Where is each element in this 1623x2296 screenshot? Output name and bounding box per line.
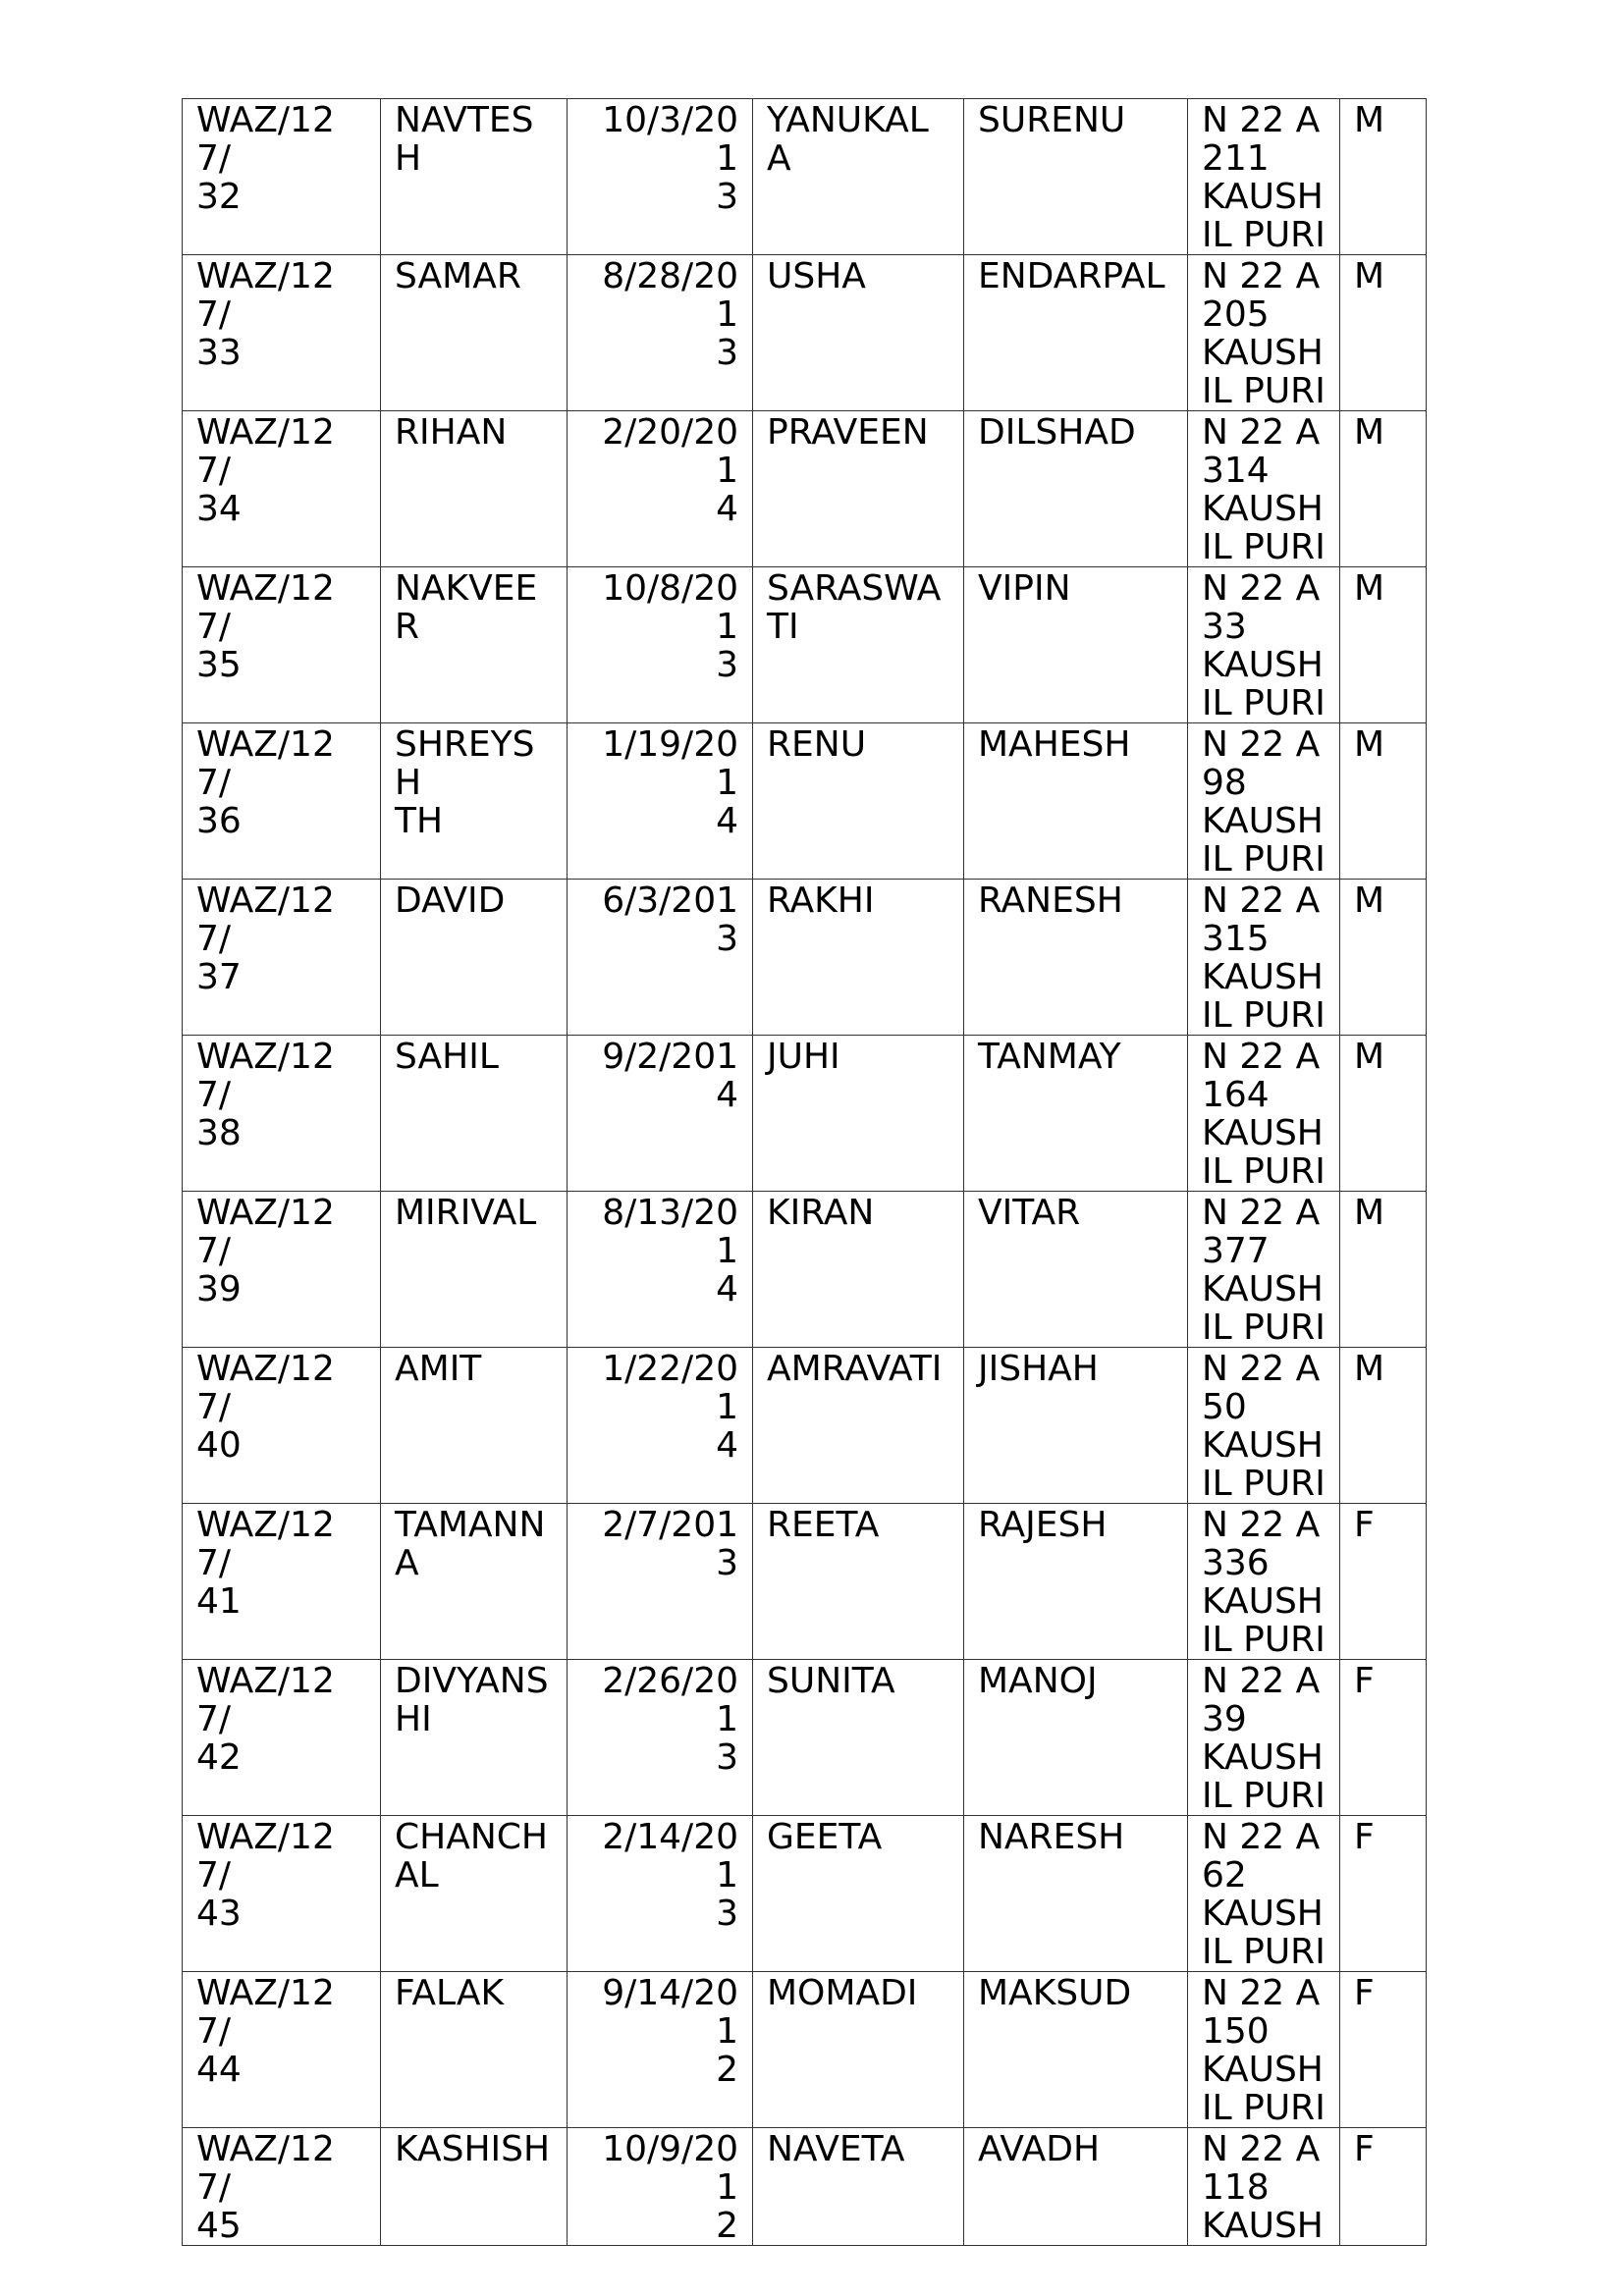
mother-name-cell <box>753 880 964 1036</box>
table-body <box>183 99 1427 2246</box>
date-of-birth-text-line: 4 <box>716 1269 738 1309</box>
table-row <box>183 1660 1427 1816</box>
address-text-line: N 22 A <box>1202 724 1321 765</box>
date-of-birth-cell <box>568 255 753 411</box>
address-text-line: 98 <box>1202 763 1247 803</box>
student-name-cell <box>381 411 568 567</box>
table-row <box>183 1348 1427 1504</box>
gender-cell <box>1340 1504 1427 1660</box>
address-text-line: 118 <box>1202 2167 1270 2208</box>
registration-number-text-line: WAZ/127/ <box>196 1505 335 1583</box>
mother-name-cell <box>753 567 964 723</box>
father-name-cell <box>964 1816 1188 1972</box>
address-text-line: KAUSH <box>1202 1737 1324 1778</box>
gender-cell <box>1340 411 1427 567</box>
mother-name-cell <box>753 723 964 880</box>
date-of-birth-text-line: 9/2/2014 <box>602 1037 738 1115</box>
father-name-text-line: RAJESH <box>978 1505 1108 1545</box>
student-name-text-line: FALAK <box>395 1973 505 2013</box>
address-cell <box>1188 1660 1340 1816</box>
registration-number-text-line: WAZ/127/ <box>196 256 335 335</box>
father-name-text-line: MANOJ <box>978 1661 1098 1701</box>
date-of-birth-cell <box>568 1192 753 1348</box>
mother-name-cell <box>753 1972 964 2128</box>
registration-number-cell <box>183 723 381 880</box>
address-text-line: N 22 A <box>1202 412 1321 453</box>
address-text-line: KAUSH <box>1202 1269 1324 1309</box>
student-name-text-line: A <box>395 1543 419 1583</box>
address-cell <box>1188 1504 1340 1660</box>
registration-number-text-line: 39 <box>196 1269 242 1309</box>
student-name-cell <box>381 1816 568 1972</box>
address-cell <box>1188 411 1340 567</box>
address-text-line: KAUSH <box>1202 2206 1324 2246</box>
address-text-line: IL PURI <box>1202 1151 1325 1192</box>
address-cell <box>1188 1192 1340 1348</box>
student-name-cell <box>381 1348 568 1504</box>
gender-cell <box>1340 1660 1427 1816</box>
registration-number-cell <box>183 1972 381 2128</box>
gender-text: F <box>1354 1817 1375 1857</box>
student-name-text-line: SHREYSH <box>395 724 535 803</box>
table-row <box>183 1504 1427 1660</box>
registration-number-cell <box>183 1816 381 1972</box>
student-name-text-line: NAKVEER <box>395 568 538 647</box>
student-name-cell <box>381 880 568 1036</box>
father-name-text-line: DILSHAD <box>978 412 1136 453</box>
address-text-line: IL PURI <box>1202 2088 1325 2128</box>
mother-name-cell <box>753 1348 964 1504</box>
gender-text: M <box>1354 256 1385 296</box>
father-name-cell <box>964 1348 1188 1504</box>
table-row <box>183 1036 1427 1192</box>
registration-number-text-line: WAZ/127/ <box>196 1193 335 1271</box>
gender-cell <box>1340 1972 1427 2128</box>
father-name-text-line: JISHAH <box>978 1349 1099 1389</box>
student-name-cell <box>381 723 568 880</box>
registration-number-text-line: WAZ/127/ <box>196 881 335 959</box>
table-row <box>183 723 1427 880</box>
registration-number-text-line: WAZ/127/ <box>196 1349 335 1427</box>
registration-number-cell <box>183 411 381 567</box>
registration-number-cell <box>183 1504 381 1660</box>
father-name-cell <box>964 255 1188 411</box>
date-of-birth-text-line: 2 <box>716 2206 738 2246</box>
date-of-birth-text-line: 4 <box>716 801 738 841</box>
date-of-birth-cell <box>568 99 753 255</box>
mother-name-text-line: NAVETA <box>767 2129 905 2169</box>
address-text-line: N 22 A <box>1202 568 1321 609</box>
address-text-line: KAUSH <box>1202 333 1324 373</box>
address-text-line: 205 <box>1202 294 1270 335</box>
student-name-cell <box>381 1660 568 1816</box>
address-text-line: IL PURI <box>1202 995 1325 1036</box>
student-name-cell <box>381 255 568 411</box>
student-name-text-line: NAVTESH <box>395 100 534 179</box>
date-of-birth-cell <box>568 1504 753 1660</box>
address-text-line: IL PURI <box>1202 839 1325 880</box>
address-text-line: 336 <box>1202 1543 1270 1583</box>
registration-number-cell <box>183 1348 381 1504</box>
student-name-text-line: MIRIVAL <box>395 1193 537 1233</box>
mother-name-text-line: RENU <box>767 724 867 765</box>
address-text-line: 315 <box>1202 919 1270 959</box>
address-text-line: KAUSH <box>1202 1113 1324 1153</box>
date-of-birth-cell <box>568 1348 753 1504</box>
address-cell <box>1188 1348 1340 1504</box>
address-cell <box>1188 1816 1340 1972</box>
address-text-line: N 22 A <box>1202 2129 1321 2169</box>
father-name-text-line: VITAR <box>978 1193 1081 1233</box>
mother-name-cell <box>753 255 964 411</box>
address-text-line: IL PURI <box>1202 1776 1325 1816</box>
gender-text: M <box>1354 1037 1385 1077</box>
date-of-birth-text-line: 2 <box>716 2050 738 2090</box>
mother-name-text-line: RAKHI <box>767 881 875 921</box>
date-of-birth-text-line: 8/28/201 <box>602 256 738 335</box>
address-text-line: KAUSH <box>1202 1425 1324 1466</box>
registration-number-text-line: 33 <box>196 333 242 373</box>
address-text-line: N 22 A <box>1202 1817 1321 1857</box>
father-name-cell <box>964 1192 1188 1348</box>
mother-name-text-line: SUNITA <box>767 1661 895 1701</box>
registration-number-text-line: WAZ/127/ <box>196 2129 335 2208</box>
date-of-birth-cell <box>568 411 753 567</box>
gender-text: F <box>1354 1505 1375 1545</box>
date-of-birth-text-line: 3 <box>716 1737 738 1778</box>
father-name-text-line: TANMAY <box>978 1037 1121 1077</box>
mother-name-text-line: JUHI <box>767 1037 840 1077</box>
address-text-line: IL PURI <box>1202 371 1325 411</box>
table-row <box>183 880 1427 1036</box>
address-text-line: IL PURI <box>1202 1464 1325 1504</box>
mother-name-cell <box>753 1192 964 1348</box>
registration-number-text-line: 36 <box>196 801 242 841</box>
father-name-text-line: ENDARPAL <box>978 256 1165 296</box>
father-name-text-line: SURENU <box>978 100 1126 140</box>
registration-number-text-line: WAZ/127/ <box>196 412 335 491</box>
mother-name-cell <box>753 1660 964 1816</box>
address-text-line: N 22 A <box>1202 256 1321 296</box>
registration-number-text-line: WAZ/127/ <box>196 1661 335 1739</box>
date-of-birth-text-line: 10/8/201 <box>602 568 738 647</box>
student-name-text-line: CHANCH <box>395 1817 548 1857</box>
date-of-birth-text-line: 10/3/201 <box>602 100 738 179</box>
gender-text: F <box>1354 1661 1375 1701</box>
father-name-text-line: MAHESH <box>978 724 1131 765</box>
registration-number-text-line: 35 <box>196 645 242 685</box>
registration-number-cell <box>183 2128 381 2246</box>
table-row <box>183 567 1427 723</box>
date-of-birth-text-line: 1/19/201 <box>602 724 738 803</box>
gender-cell <box>1340 1348 1427 1504</box>
student-name-text-line: KASHISH <box>395 2129 551 2169</box>
address-text-line: KAUSH <box>1202 645 1324 685</box>
date-of-birth-text-line: 10/9/201 <box>602 2129 738 2208</box>
table-row <box>183 255 1427 411</box>
father-name-cell <box>964 1972 1188 2128</box>
registration-number-cell <box>183 1036 381 1192</box>
student-name-text-line: RIHAN <box>395 412 508 453</box>
registration-number-text-line: 34 <box>196 489 242 529</box>
registration-number-text-line: WAZ/127/ <box>196 724 335 803</box>
gender-cell <box>1340 723 1427 880</box>
father-name-text-line: AVADH <box>978 2129 1101 2169</box>
address-text-line: KAUSH <box>1202 1894 1324 1934</box>
registration-number-cell <box>183 567 381 723</box>
address-text-line: KAUSH <box>1202 177 1324 217</box>
gender-text: M <box>1354 100 1385 140</box>
address-text-line: KAUSH <box>1202 801 1324 841</box>
mother-name-cell <box>753 411 964 567</box>
date-of-birth-cell <box>568 1660 753 1816</box>
registration-number-text-line: WAZ/127/ <box>196 1817 335 1896</box>
student-name-text-line: AL <box>395 1855 439 1896</box>
table-row <box>183 99 1427 255</box>
registration-number-text-line: WAZ/127/ <box>196 568 335 647</box>
father-name-text-line: RANESH <box>978 881 1123 921</box>
address-text-line: IL PURI <box>1202 1932 1325 1972</box>
gender-text: F <box>1354 2129 1375 2169</box>
father-name-cell <box>964 1504 1188 1660</box>
address-text-line: 62 <box>1202 1855 1247 1896</box>
mother-name-text-line: YANUKALA <box>767 100 929 179</box>
mother-name-cell <box>753 1816 964 1972</box>
registration-number-text-line: 41 <box>196 1581 242 1622</box>
mother-name-cell <box>753 99 964 255</box>
address-cell <box>1188 1972 1340 2128</box>
gender-cell <box>1340 1036 1427 1192</box>
registration-number-text-line: WAZ/127/ <box>196 100 335 179</box>
student-name-text-line: SAHIL <box>395 1037 499 1077</box>
date-of-birth-text-line: 3 <box>716 333 738 373</box>
father-name-cell <box>964 567 1188 723</box>
registration-number-text-line: WAZ/127/ <box>196 1037 335 1115</box>
date-of-birth-text-line: 4 <box>716 489 738 529</box>
date-of-birth-text-line: 4 <box>716 1425 738 1466</box>
address-text-line: 314 <box>1202 451 1270 491</box>
student-name-text-line: DAVID <box>395 881 506 921</box>
mother-name-cell <box>753 1504 964 1660</box>
date-of-birth-text-line: 3 <box>716 177 738 217</box>
student-name-cell <box>381 2128 568 2246</box>
student-name-cell <box>381 1036 568 1192</box>
gender-text: M <box>1354 1193 1385 1233</box>
table-row <box>183 2128 1427 2246</box>
address-cell <box>1188 880 1340 1036</box>
mother-name-cell <box>753 2128 964 2246</box>
father-name-cell <box>964 411 1188 567</box>
address-text-line: 211 <box>1202 138 1270 179</box>
registration-number-cell <box>183 1660 381 1816</box>
address-text-line: 39 <box>1202 1699 1247 1739</box>
mother-name-text-line: GEETA <box>767 1817 883 1857</box>
gender-text: F <box>1354 1973 1375 2013</box>
date-of-birth-cell <box>568 723 753 880</box>
mother-name-cell <box>753 1036 964 1192</box>
father-name-text-line: VIPIN <box>978 568 1071 609</box>
mother-name-text-line: TI <box>767 607 799 647</box>
address-text-line: KAUSH <box>1202 957 1324 997</box>
student-name-cell <box>381 1972 568 2128</box>
date-of-birth-cell <box>568 880 753 1036</box>
mother-name-text-line: SARASWA <box>767 568 942 609</box>
table-row <box>183 1972 1427 2128</box>
student-name-cell <box>381 1192 568 1348</box>
student-name-cell <box>381 99 568 255</box>
address-cell <box>1188 1036 1340 1192</box>
gender-cell <box>1340 880 1427 1036</box>
gender-text: M <box>1354 568 1385 609</box>
date-of-birth-text-line: 3 <box>716 1894 738 1934</box>
registration-number-text-line: 32 <box>196 177 242 217</box>
address-text-line: IL PURI <box>1202 683 1325 723</box>
registration-number-cell <box>183 880 381 1036</box>
gender-cell <box>1340 99 1427 255</box>
gender-cell <box>1340 255 1427 411</box>
date-of-birth-text-line: 1/22/201 <box>602 1349 738 1427</box>
student-records-table <box>182 98 1427 2246</box>
address-text-line: N 22 A <box>1202 1193 1321 1233</box>
gender-text: M <box>1354 724 1385 765</box>
student-name-cell <box>381 567 568 723</box>
student-name-text-line: SAMAR <box>395 256 521 296</box>
gender-cell <box>1340 567 1427 723</box>
date-of-birth-text-line: 6/3/2013 <box>602 881 738 959</box>
address-cell <box>1188 99 1340 255</box>
registration-number-cell <box>183 1192 381 1348</box>
mother-name-text-line: USHA <box>767 256 866 296</box>
gender-text: M <box>1354 412 1385 453</box>
mother-name-text-line: REETA <box>767 1505 880 1545</box>
mother-name-text-line: PRAVEEN <box>767 412 929 453</box>
table-row <box>183 411 1427 567</box>
date-of-birth-cell <box>568 2128 753 2246</box>
table-row <box>183 1192 1427 1348</box>
address-text-line: N 22 A <box>1202 1037 1321 1077</box>
registration-number-text-line: 45 <box>196 2206 242 2246</box>
registration-number-cell <box>183 99 381 255</box>
address-text-line: 50 <box>1202 1387 1247 1427</box>
date-of-birth-cell <box>568 1036 753 1192</box>
mother-name-text-line: KIRAN <box>767 1193 875 1233</box>
student-name-text-line: TAMANN <box>395 1505 546 1545</box>
student-name-text-line: DIVYANS <box>395 1661 549 1701</box>
address-text-line: IL PURI <box>1202 1620 1325 1660</box>
address-text-line: IL PURI <box>1202 527 1325 567</box>
address-text-line: 377 <box>1202 1231 1270 1271</box>
address-text-line: N 22 A <box>1202 1349 1321 1389</box>
date-of-birth-cell <box>568 1972 753 2128</box>
date-of-birth-cell <box>568 1816 753 1972</box>
address-text-line: N 22 A <box>1202 881 1321 921</box>
address-text-line: N 22 A <box>1202 1661 1321 1701</box>
address-text-line: KAUSH <box>1202 489 1324 529</box>
date-of-birth-text-line: 2/14/201 <box>602 1817 738 1896</box>
registration-number-text-line: 44 <box>196 2050 242 2090</box>
registration-number-text-line: 38 <box>196 1113 242 1153</box>
address-text-line: KAUSH <box>1202 1581 1324 1622</box>
gender-cell <box>1340 1816 1427 1972</box>
date-of-birth-text-line: 2/7/2013 <box>602 1505 738 1583</box>
registration-number-text-line: 40 <box>196 1425 242 1466</box>
father-name-cell <box>964 723 1188 880</box>
father-name-cell <box>964 1036 1188 1192</box>
student-name-text-line: AMIT <box>395 1349 482 1389</box>
student-name-text-line: TH <box>395 801 444 841</box>
address-cell <box>1188 2128 1340 2246</box>
address-text-line: N 22 A <box>1202 1505 1321 1545</box>
address-cell <box>1188 255 1340 411</box>
registration-number-text-line: 37 <box>196 957 242 997</box>
father-name-cell <box>964 99 1188 255</box>
address-cell <box>1188 567 1340 723</box>
date-of-birth-text-line: 9/14/201 <box>602 1973 738 2052</box>
date-of-birth-text-line: 3 <box>716 645 738 685</box>
father-name-cell <box>964 2128 1188 2246</box>
student-name-text-line: HI <box>395 1699 432 1739</box>
table-row <box>183 1816 1427 1972</box>
gender-text: M <box>1354 881 1385 921</box>
date-of-birth-text-line: 2/20/201 <box>602 412 738 491</box>
registration-number-text-line: WAZ/127/ <box>196 1973 335 2052</box>
mother-name-text-line: MOMADI <box>767 1973 918 2013</box>
student-name-cell <box>381 1504 568 1660</box>
mother-name-text-line: AMRAVATI <box>767 1349 943 1389</box>
date-of-birth-text-line: 2/26/201 <box>602 1661 738 1739</box>
address-text-line: 33 <box>1202 607 1247 647</box>
address-text-line: 150 <box>1202 2011 1270 2052</box>
gender-cell <box>1340 1192 1427 1348</box>
address-text-line: 164 <box>1202 1075 1270 1115</box>
father-name-text-line: NARESH <box>978 1817 1125 1857</box>
date-of-birth-text-line: 8/13/201 <box>602 1193 738 1271</box>
father-name-cell <box>964 880 1188 1036</box>
address-text-line: N 22 A <box>1202 100 1321 140</box>
registration-number-text-line: 43 <box>196 1894 242 1934</box>
address-text-line: IL PURI <box>1202 1308 1325 1348</box>
address-cell <box>1188 723 1340 880</box>
address-text-line: KAUSH <box>1202 2050 1324 2090</box>
registration-number-cell <box>183 255 381 411</box>
address-text-line: N 22 A <box>1202 1973 1321 2013</box>
father-name-text-line: MAKSUD <box>978 1973 1132 2013</box>
address-text-line: IL PURI <box>1202 215 1325 255</box>
registration-number-text-line: 42 <box>196 1737 242 1778</box>
gender-text: M <box>1354 1349 1385 1389</box>
date-of-birth-cell <box>568 567 753 723</box>
father-name-cell <box>964 1660 1188 1816</box>
gender-cell <box>1340 2128 1427 2246</box>
